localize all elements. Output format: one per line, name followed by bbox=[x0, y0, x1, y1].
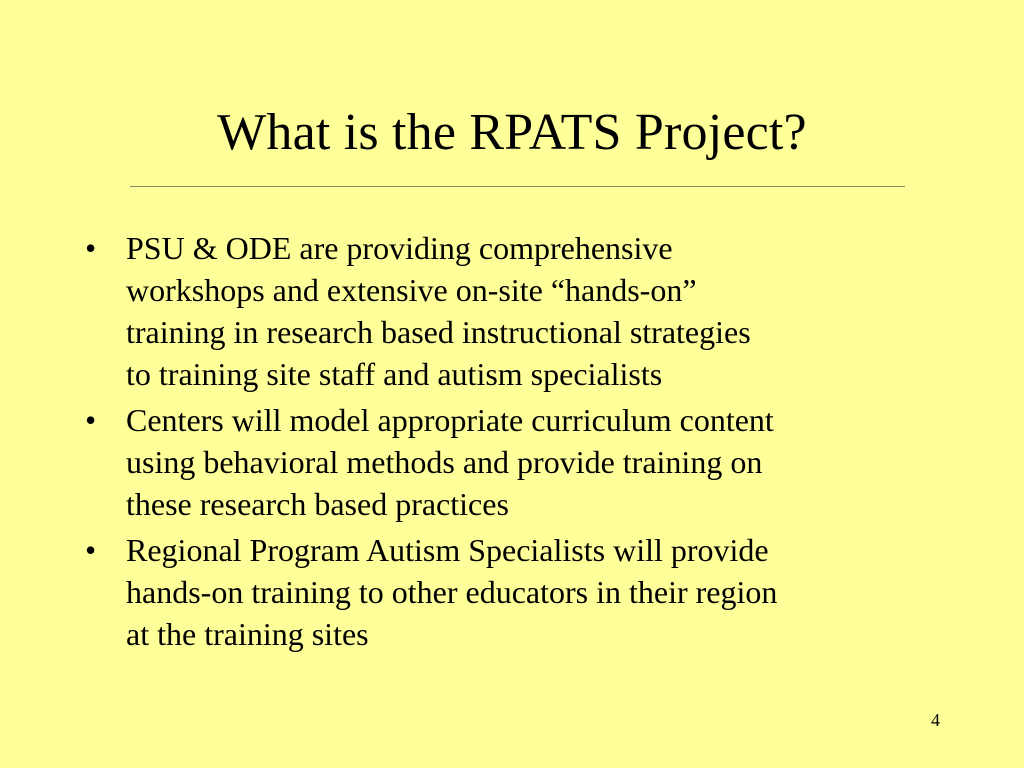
bullet-text-line: using behavioral methods and provide training on bbox=[126, 444, 763, 480]
bullet-text-line: Centers will model appropriate curriculum content bbox=[126, 402, 774, 438]
bullet-dot-icon: • bbox=[85, 532, 97, 568]
bullet-text-line: hands-on training to other educators in their region bbox=[126, 574, 778, 610]
bullet-list bbox=[85, 227, 965, 655]
bullet-dot-icon: • bbox=[85, 402, 97, 438]
slide-title: What is the RPATS Project? bbox=[217, 104, 807, 161]
bullet-text-line: training in research based instructional strategies bbox=[126, 314, 751, 350]
bullet-item bbox=[85, 227, 965, 395]
bullet-item bbox=[85, 529, 965, 655]
page-number: 4 bbox=[931, 710, 940, 730]
bullet-dot-icon: • bbox=[85, 230, 97, 266]
bullet-text-line: Regional Program Autism Specialists will provide bbox=[126, 532, 769, 568]
bullet-text-line: PSU & ODE are providing comprehensive bbox=[126, 230, 673, 266]
bullet-text-line: these research based practices bbox=[126, 486, 509, 522]
bullet-text-line: to training site staff and autism specialists bbox=[126, 356, 663, 392]
bullet-text-line: workshops and extensive on-site “hands-on” bbox=[126, 272, 697, 308]
bullet-item bbox=[85, 399, 965, 525]
title-divider bbox=[130, 186, 905, 187]
bullet-text-line: at the training sites bbox=[126, 616, 369, 652]
